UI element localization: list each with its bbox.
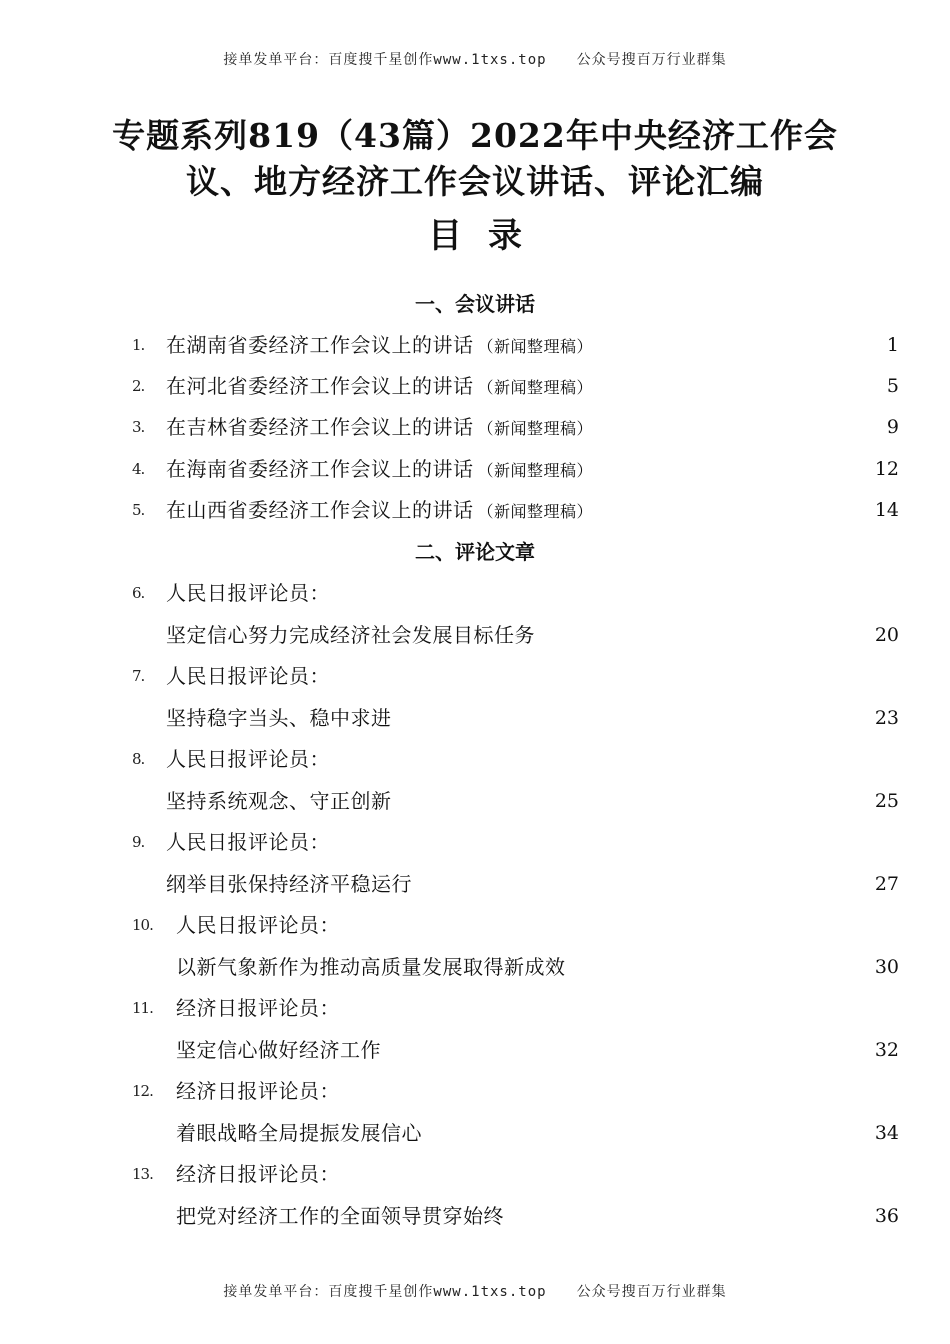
- toc-item-number: 6.: [132, 584, 145, 602]
- section-heading-commentaries: 二、评论文章: [415, 540, 535, 564]
- toc-row[interactable]: [0, 494, 950, 526]
- toc-item-page: 34: [874, 1122, 899, 1144]
- toc-row-title[interactable]: [0, 1034, 950, 1066]
- toc-row-source[interactable]: [0, 1075, 950, 1107]
- toc-item-number: 11.: [132, 999, 153, 1017]
- toc-item-title: 坚定信心做好经济工作: [176, 1038, 381, 1062]
- toc-row[interactable]: [0, 411, 950, 443]
- toc-item-source: 经济日报评论员：: [176, 1162, 340, 1186]
- toc-row[interactable]: [0, 329, 950, 361]
- section-heading-speeches: 一、会议讲话: [415, 292, 535, 316]
- toc-item-source: 经济日报评论员：: [176, 996, 340, 1020]
- toc-row-title[interactable]: [0, 1117, 950, 1149]
- toc-item-page: 14: [874, 499, 899, 521]
- toc-heading: 目录: [428, 216, 548, 256]
- toc-item-number: 12.: [132, 1082, 153, 1100]
- toc-item-source: 经济日报评论员：: [176, 1079, 340, 1103]
- toc-row-source[interactable]: [0, 909, 950, 941]
- toc-item-number: 5.: [132, 501, 145, 519]
- toc-item-title: 坚定信心努力完成经济社会发展目标任务: [166, 623, 535, 647]
- toc-item-page: 20: [874, 624, 899, 646]
- toc-row-source[interactable]: [0, 826, 950, 858]
- toc-item-page: 5: [886, 375, 899, 397]
- toc-item-source: 人民日报评论员：: [166, 581, 330, 605]
- toc-item-title: 在山西省委经济工作会议上的讲话 （新闻整理稿）: [166, 498, 594, 522]
- page-footer: [0, 1281, 950, 1301]
- toc-item-source: 人民日报评论员：: [166, 830, 330, 854]
- toc-item-page: 12: [874, 458, 899, 480]
- toc-item-title: 以新气象新作为推动高质量发展取得新成效: [176, 955, 566, 979]
- toc-item-title: 在海南省委经济工作会议上的讲话 （新闻整理稿）: [166, 457, 594, 481]
- toc-row-title[interactable]: [0, 702, 950, 734]
- page-header: [0, 49, 950, 69]
- toc-row-title[interactable]: [0, 619, 950, 651]
- toc-item-title: 着眼战略全局提振发展信心: [176, 1121, 422, 1145]
- toc-item-number: 4.: [132, 460, 145, 478]
- footer-platform-text: 接单发单平台：百度搜千星创作www.1txs.top: [223, 1284, 547, 1300]
- toc-item-page: 25: [874, 790, 899, 812]
- toc-item-title: 坚持系统观念、守正创新: [166, 789, 392, 813]
- toc-item-number: 8.: [132, 750, 145, 768]
- toc-item-number: 3.: [132, 418, 145, 436]
- toc-item-source: 人民日报评论员：: [176, 913, 340, 937]
- document-title-line1: 专题系列819（43篇）2022年中央经济工作会: [112, 116, 838, 155]
- toc-row-title[interactable]: [0, 785, 950, 817]
- toc-row-source[interactable]: [0, 577, 950, 609]
- toc-row[interactable]: [0, 370, 950, 402]
- toc-item-number: 1.: [132, 336, 145, 354]
- toc-item-number: 10.: [132, 916, 153, 934]
- footer-wechat-text: 公众号搜百万行业群集: [576, 1284, 727, 1300]
- header-platform-text: 接单发单平台：百度搜千星创作www.1txs.top: [223, 52, 547, 68]
- toc-row-title[interactable]: [0, 868, 950, 900]
- toc-item-page: 23: [874, 707, 899, 729]
- toc-item-title: 把党对经济工作的全面领导贯穿始终: [176, 1204, 504, 1228]
- header-wechat-text: 公众号搜百万行业群集: [576, 52, 727, 68]
- toc-item-note: （新闻整理稿）: [477, 337, 594, 356]
- document-title-line2: 议、地方经济工作会议讲话、评论汇编: [186, 162, 764, 201]
- toc-row-source[interactable]: [0, 1158, 950, 1190]
- toc-item-title: 在吉林省委经济工作会议上的讲话 （新闻整理稿）: [166, 415, 594, 439]
- toc-row-title[interactable]: [0, 951, 950, 983]
- toc-item-note: （新闻整理稿）: [477, 502, 594, 521]
- toc-row-source[interactable]: [0, 992, 950, 1024]
- toc-item-title: 在湖南省委经济工作会议上的讲话 （新闻整理稿）: [166, 333, 594, 357]
- toc-row-source[interactable]: [0, 660, 950, 692]
- toc-item-title: 纲举目张保持经济平稳运行: [166, 872, 412, 896]
- toc-item-page: 36: [874, 1205, 899, 1227]
- toc-item-title: 坚持稳字当头、稳中求进: [166, 706, 392, 730]
- toc-item-page: 9: [886, 416, 899, 438]
- toc-item-number: 13.: [132, 1165, 153, 1183]
- toc-row[interactable]: [0, 453, 950, 485]
- toc-item-title: 在河北省委经济工作会议上的讲话 （新闻整理稿）: [166, 374, 594, 398]
- toc-item-page: 1: [886, 334, 899, 356]
- toc-item-note: （新闻整理稿）: [477, 461, 594, 480]
- toc-row-title[interactable]: [0, 1200, 950, 1232]
- toc-item-page: 27: [874, 873, 899, 895]
- toc-item-page: 30: [874, 956, 899, 978]
- toc-item-number: 9.: [132, 833, 145, 851]
- toc-item-number: 2.: [132, 377, 145, 395]
- toc-item-page: 32: [874, 1039, 899, 1061]
- toc-item-number: 7.: [132, 667, 145, 685]
- toc-item-note: （新闻整理稿）: [477, 419, 594, 438]
- toc-item-source: 人民日报评论员：: [166, 664, 330, 688]
- toc-row-source[interactable]: [0, 743, 950, 775]
- toc-item-note: （新闻整理稿）: [477, 378, 594, 397]
- toc-item-source: 人民日报评论员：: [166, 747, 330, 771]
